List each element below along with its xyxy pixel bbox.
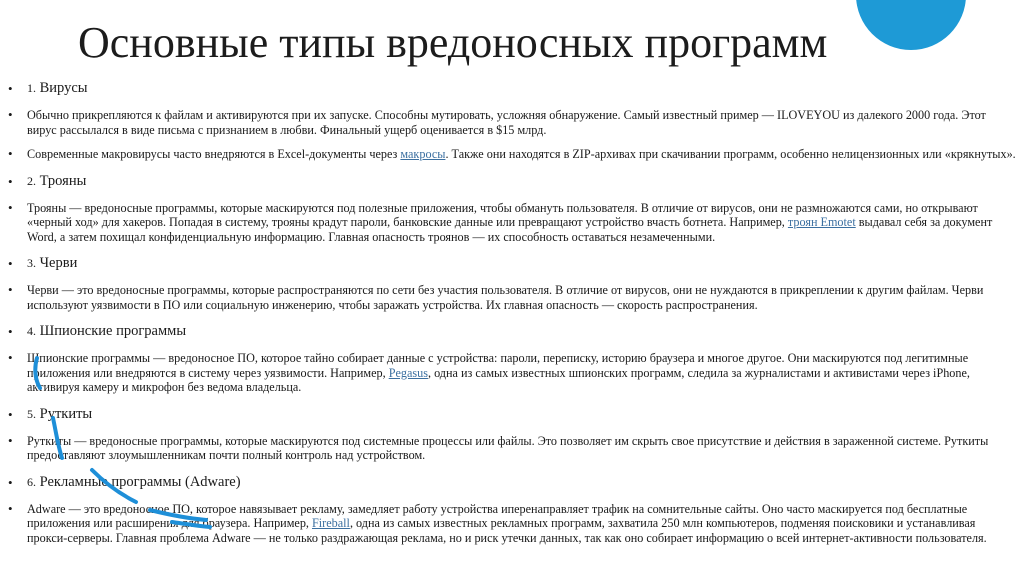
link-emotet[interactable]: троян Emotet [787,215,856,229]
paragraph-adware: • Adware — это вредоносное ПО, которое навязывает рекламу, замедляет работу устройства иперенаправляет трафик на сомнительные сайты. Оно часто маскируется под бесплатные приложения или расширения для браузера. Например, Fireball, одна из самых известных рекламных программ, захватила 250 млн компьютеров, подменяя поисковики и устанавливая прокси-серверы. Главная проблема Adware — не только раздражающая реклама, но и риск утечки данных, так как оно собирает информацию о всей интернет-активности пользователя. [0,502,1017,546]
paragraph-trojans: • Трояны — вредоносные программы, которые маскируются под полезные приложения, чтобы обмануть пользователя. В отличие от вирусов, они не размножаются сами, но открывают «черный ход» для хакеров. Попадая в систему, трояны крадут пароли, банковские данные или превращают устройство вчасть ботнета. Например, троян Emotet выдавал себя за документ Word, а затем похищал конфиденциальную информацию. Главная опасность троянов — их способность оставаться незамеченными. [0,201,1017,245]
section-heading-trojans: • 2. Трояны [0,172,1024,190]
section-heading-viruses: • 1. Вирусы [0,79,1024,97]
section-heading-spyware: • 4. Шпионские программы [0,322,1024,340]
link-pegasus[interactable]: Pegasus [388,365,428,380]
section-heading-adware: • 6. Рекламные программы (Adware) [0,473,1024,491]
paragraph-viruses-2: • Современные макровирусы часто внедряются в Excel-документы через макросы. Также они находятся в ZIP-архивах при скачивании программ, особенно нелицензионных или «крякнутых». [0,147,1017,162]
page-title: Основные типы вредоносных программ [78,18,828,67]
link-fireball[interactable]: Fireball [312,516,350,530]
paragraph-worms: • Черви — это вредоносные программы, которые распространяются по сети без участия пользователя. В отличие от вирусов, они не нуждаются в прикреплении к другим файлам. Черви используют уязвимости в ПО или социальную инженерию, чтобы заражать устройства. Их главная опасность — скорость распространения. [0,283,1017,312]
link-macros[interactable]: макросы [400,147,446,161]
paragraph-rootkits: • Руткиты — вредоносные программы, которые маскируются под системные процессы или файлы. Это позволяет им скрыть свое присутствие и действия в зараженной системе. Руткиты предоставляют злоумышленникам почти полный контроль над устройством. [0,434,1017,463]
section-heading-rootkits: • 5. Руткиты [0,405,1024,423]
section-heading-worms: • 3. Черви [0,254,1024,272]
decorative-circle [856,0,966,50]
paragraph-spyware: • Шпионские программы — вредоносное ПО, которое тайно собирает данные с устройства: пароли, переписку, историю браузера и многое другое. Они маскируются под легитимные приложения или внедряются в систему через уязвимости. Например, Pegasus, одна из самых известных шпионских программ, следила за журналистами и активистами через iPhone, активируя камеру и микрофон без ведома владельца. [0,351,1017,395]
content-list [0,79,1024,555]
paragraph-viruses-1: • Обычно прикрепляются к файлам и активируются при их запуске. Способны мутировать, усложняя обнаружение. Самый известный пример — ILOVEYOU из далекого 2000 года. Этот вирус рассылался в виде письма с признанием в любви. Финальный ущерб оценивается в $15 млрд. [0,108,1017,137]
